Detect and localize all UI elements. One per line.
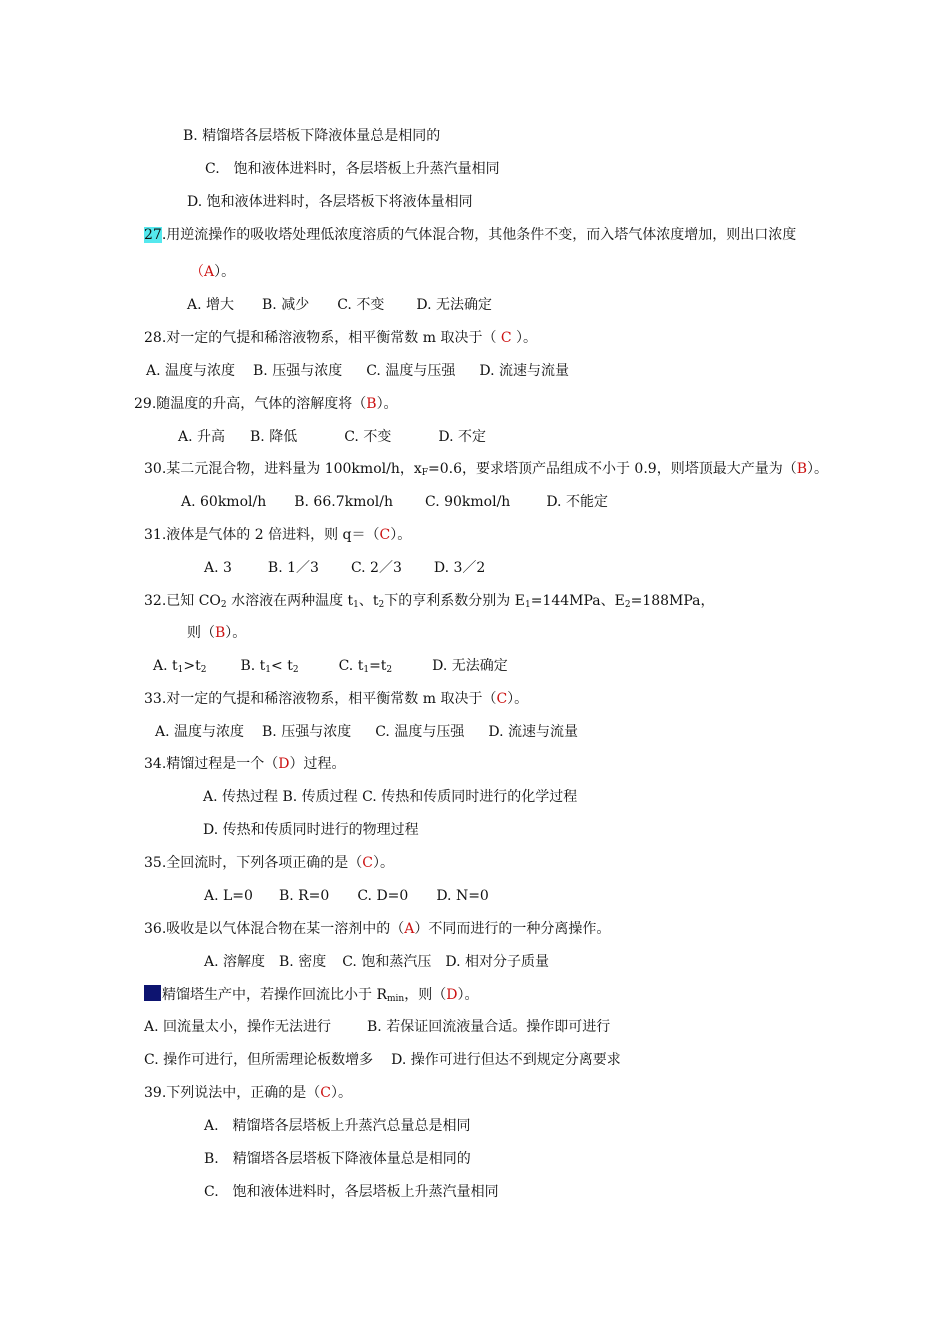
question-32-continuation: 则（B）。 (187, 625, 247, 641)
question-32: 32.已知 $CO_2$ 水溶液在两种温度 $t_1$、$t_2$下的亨利系数分别为 $E_1=144MPa$、$E_2=188MPa$， (144, 593, 715, 610)
options-37-line1: A. 回流量太小，操作无法进行 B. 若保证回流液量合适。操作即可进行 (144, 1019, 611, 1035)
option-line: A. 精馏塔各层塔板上升蒸汽总量总是相同 (204, 1118, 471, 1134)
answer: C (496, 691, 508, 707)
question-28: 28.对一定的气提和稀溶液物系，相平衡常数 m 取决于（ C ）。 (144, 330, 538, 346)
question-35: 35.全回流时，下列各项正确的是（C）。 (144, 855, 394, 871)
options-36: A. 溶解度 B. 密度 C. 饱和蒸汽压 D. 相对分子质量 (204, 954, 549, 970)
answer: A (404, 921, 415, 937)
question-36: 36.吸收是以气体混合物在某一溶剂中的（A）不同而进行的一种分离操作。 (144, 921, 611, 937)
question-39: 39.下列说法中，正确的是（C）。 (144, 1085, 352, 1101)
answer: A (204, 264, 215, 280)
question-27-continuation: （A）。 (190, 264, 236, 280)
question-29: 29.随温度的升高，气体的溶解度将（B）。 (134, 396, 398, 412)
option-line: D. 饱和液体进料时，各层塔板下将液体量相同 (187, 194, 473, 210)
options-31: A. 3 B. 1／3 C. 2／3 D. 3／2 (204, 560, 486, 576)
question-34: 34.精馏过程是一个（D）过程。 (144, 756, 346, 772)
answer: C (320, 1085, 331, 1101)
question-text: .用逆流操作的吸收塔处理低浓度溶质的气体混合物，其他条件不变，而入塔气体浓度增加，则出口浓度 (161, 227, 797, 243)
answer: C (379, 527, 391, 543)
options-28: A. 温度与浓度 B. 压强与浓度 C. 温度与压强 D. 流速与流量 (146, 363, 569, 379)
option-line: B. 精馏塔各层塔板下降液体量总是相同的 (204, 1151, 471, 1167)
options-32: A. $t_1>t_2$ B. $t_1< t_2$ C. $t_1=t_2$ D. 无法确定 (153, 658, 508, 675)
options-33: A. 温度与浓度 B. 压强与浓度 C. 温度与压强 D. 流速与流量 (155, 724, 578, 740)
answer: C (362, 855, 373, 871)
options-27: A. 增大 B. 减少 C. 不变 D. 无法确定 (187, 297, 492, 313)
answer: D (446, 987, 458, 1003)
option-line: C. 饱和液体进料时，各层塔板上升蒸汽量相同 (204, 1184, 499, 1200)
question-33: 33.对一定的气提和稀溶液物系，相平衡常数 m 取决于（C）。 (144, 691, 529, 707)
options-35: A. L=0 B. R=0 C. D=0 D. N=0 (204, 888, 489, 904)
answer: C (500, 330, 512, 346)
options-29: A. 升高 B. 降低 C. 不变 D. 不定 (178, 429, 486, 445)
answer: D (278, 756, 290, 772)
answer: B (366, 396, 377, 412)
question-31: 31.液体是气体的 2 倍进料，则 q＝（C）。 (144, 527, 412, 543)
option-line: B. 精馏塔各层塔板下降液体量总是相同的 (183, 128, 441, 144)
question-27 (144, 225, 796, 245)
question-37: 精馏塔生产中，若操作回流比小于 $R_{min}$，则（D）。 (144, 985, 478, 1009)
answer: B (796, 461, 807, 477)
option-line: C. 饱和液体进料时，各层塔板上升蒸汽量相同 (205, 161, 500, 177)
redaction-block (144, 985, 161, 1001)
options-34-line1: A. 传热过程 B. 传质过程 C. 传热和传质同时进行的化学过程 (203, 789, 578, 805)
answer: B (215, 625, 226, 641)
options-34-line2: D. 传热和传质同时进行的物理过程 (203, 822, 419, 838)
options-37-line2: C. 操作可进行，但所需理论板数增多 D. 操作可进行但达不到规定分离要求 (144, 1052, 621, 1068)
question-number-highlight: 27 (144, 227, 162, 243)
options-30: A. 60kmol/h B. 66.7kmol/h C. 90kmol/h D. 不能定 (181, 494, 608, 510)
question-30: 30.某二元混合物，进料量为 100kmol/h，$x_F=0.6$，要求塔顶产品组成不小于 0.9，则塔顶最大产量为（B）。 (144, 461, 828, 478)
